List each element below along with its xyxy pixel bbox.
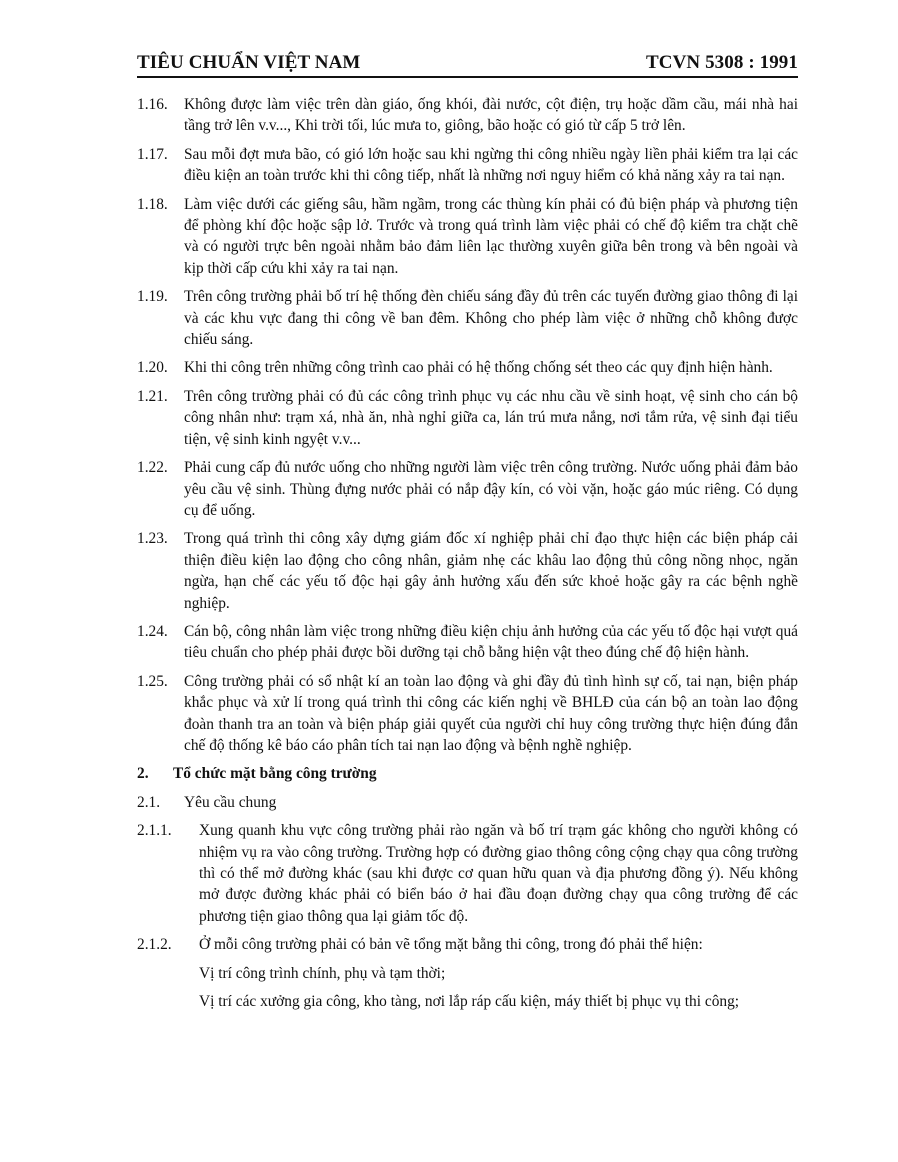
- clause-text: Sau mỗi đợt mưa bão, có gió lớn hoặc sau khi ngừng thi công nhiều ngày liền phải kiểm tra lại các điều kiện an toàn trước khi thi công tiếp, nhất là những nơi nguy hiểm có khả năng xảy ra tai nạn.: [184, 145, 798, 185]
- clause-text: Ở mỗi công trường phải có bản vẽ tổng mặt bằng thi công, trong đó phải thể hiện:: [199, 936, 703, 954]
- clause-text: Cán bộ, công nhân làm việc trong những điều kiện chịu ảnh hưởng của các yếu tố độc hại vượt quá tiêu chuẩn cho phép phải được bồi dưỡng tại chỗ bằng hiện vật theo đúng chế độ hiện hành.: [184, 622, 798, 662]
- header-standard-title: TIÊU CHUẨN VIỆT NAM: [137, 52, 361, 73]
- clause-text: Công trường phải có sổ nhật kí an toàn lao động và ghi đầy đủ tình hình sự cố, tai nạn, biện pháp khắc phục và xử lí trong quá trình thi công các kiến nghị về BHLĐ của cán bộ an toàn lao động đoàn thanh tra an toàn và biện pháp giải quyết của người chỉ huy công trường thực hiện đúng đắn chế độ thống kê báo cáo phân tích tai nạn lao động và bệnh nghề nghiệp.: [184, 672, 798, 754]
- clause-1-19: [137, 286, 798, 350]
- clause-1-22: [137, 457, 798, 521]
- clause-number: 1.16.: [137, 96, 168, 113]
- clause-number: 1.24.: [137, 622, 168, 640]
- clause-number: 1.19.: [137, 288, 168, 306]
- clause-1-24: [137, 621, 798, 664]
- clause-1-21: [137, 386, 798, 450]
- clause-text: Trên công trường phải có đủ các công trình phục vụ các nhu cầu về sinh hoạt, vệ sinh cho cán bộ công nhân như: trạm xá, nhà ăn, nhà nghỉ giữa ca, lán trú mưa nắng, nơi tắm rửa, vệ sinh đại tiểu tiện, vệ sinh kinh ngyệt v.v...: [184, 387, 798, 448]
- clause-number: 1.25.: [137, 672, 168, 690]
- clause-number: 1.17.: [137, 145, 168, 163]
- clause-text: Làm việc dưới các giếng sâu, hầm ngầm, trong các thùng kín phải có đủ biện pháp và phương tiện để phòng khí độc hoặc sập lở. Trước và trong quá trình làm việc phải có chế độ kiểm tra chặt chẽ và có người trực bên ngoài nhằm bảo đảm liên lạc thường xuyên giữa bên trong và bên ngoài và kịp thời cấp cứu khi xảy ra tai nạn.: [184, 195, 798, 277]
- page-header: [137, 46, 798, 74]
- clause-number: 1.18.: [137, 195, 168, 213]
- clause-text: Khi thi công trên những công trình cao phải có hệ thống chống sét theo các quy định hiện hành.: [184, 359, 773, 377]
- clause-number: 2.1.2.: [137, 936, 172, 954]
- clause-2-1-1: [137, 820, 798, 927]
- section-number: 2.: [137, 765, 149, 783]
- section-title: Tổ chức mặt bằng công trường: [173, 765, 377, 783]
- clause-paragraph: Vị trí công trình chính, phụ và tạm thời;: [199, 964, 446, 982]
- clause-number: 1.22.: [137, 459, 168, 477]
- clause-1-16: [137, 94, 798, 137]
- clause-2-1-2: [137, 934, 798, 955]
- clause-number: 1.20.: [137, 359, 168, 377]
- clause-1-20: [137, 357, 798, 378]
- header-standard-code: TCVN 5308 : 1991: [645, 52, 798, 73]
- clause-number: 1.21.: [137, 387, 168, 405]
- header-rule: [137, 76, 798, 78]
- section-heading: [137, 763, 798, 784]
- clause-number: 2.1.1.: [137, 822, 172, 840]
- clause-text: Xung quanh khu vực công trường phải rào ngăn và bố trí trạm gác không cho người không có nhiệm vụ ra vào công trường. Trường hợp có đường giao thông công cộng chạy qua công trường thì có thể mở đường khác (sau khi được cơ quan hữu quan và địa phương đồng ý). Nếu không mở được đường khác phải có biển báo ở hai đầu đoạn đường chạy qua công trường để các phương tiện giao thông qua lại giảm tốc độ.: [199, 822, 798, 925]
- clause-text: Trên công trường phải bố trí hệ thống đèn chiếu sáng đầy đủ trên các tuyến đường giao thông đi lại và các khu vực đang thi công về ban đêm. Không cho phép làm việc ở những chỗ không được chiếu sáng.: [184, 288, 798, 349]
- clause-1-25: [137, 671, 798, 757]
- subsection-heading: [137, 792, 798, 813]
- clause-1-23: [137, 528, 798, 614]
- document-body: [137, 94, 798, 1019]
- clause-number: 1.23.: [137, 530, 168, 548]
- clause-text: Không được làm việc trên dàn giáo, ống khói, đài nước, cột điện, trụ hoặc dầm cầu, mái nhà hai tầng trở lên v.v..., Khi trời tối, lúc mưa to, giông, bão hoặc có gió từ cấp 5 trở lên.: [184, 96, 798, 135]
- clause-text: Trong quá trình thi công xây dựng giám đốc xí nghiệp phải chỉ đạo thực hiện các biện pháp cải thiện điều kiện lao động cho công nhân, giảm nhẹ các khâu lao động thủ công nồng nhọc, ngăn ngừa, hạn chế các yếu tố độc hại gây ảnh hưởng xấu đến sức khoẻ hoặc gây ra các bệnh nghề nghiệp.: [184, 530, 798, 612]
- clause-1-17: [137, 144, 798, 187]
- subsection-title: Yêu cầu chung: [184, 793, 277, 811]
- clause-paragraph: Vị trí các xưởng gia công, kho tàng, nơi lắp ráp cấu kiện, máy thiết bị phục vụ thi công;: [199, 993, 740, 1011]
- clause-text: Phải cung cấp đủ nước uống cho những người làm việc trên công trường. Nước uống phải đảm bảo yêu cầu vệ sinh. Thùng đựng nước phải có nắp đậy kín, có vòi vặn, hoặc gáo múc riêng. Có dụng cụ để uống.: [184, 459, 798, 519]
- clause-1-18: [137, 194, 798, 280]
- subsection-number: 2.1.: [137, 793, 161, 811]
